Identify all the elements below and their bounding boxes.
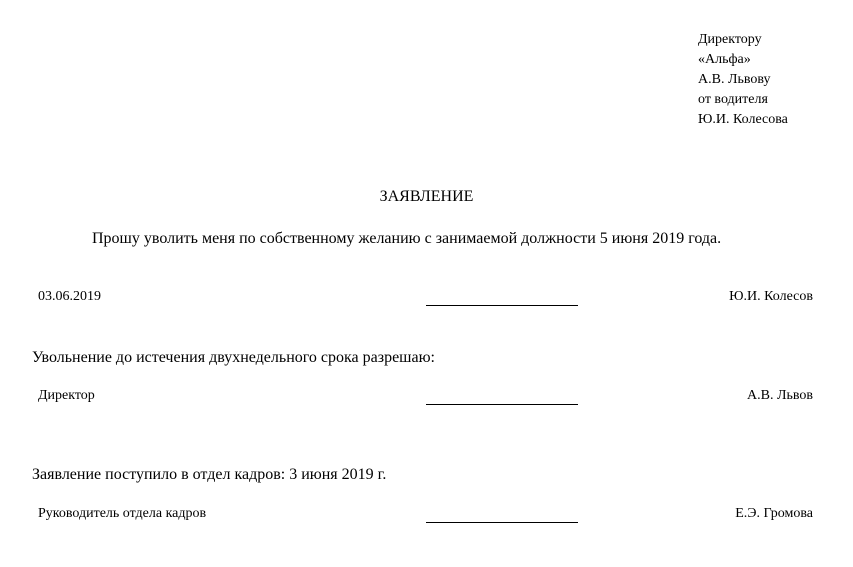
document-title: ЗАЯВЛЕНИЕ <box>379 188 474 205</box>
director-name: А.В. Львов <box>747 388 813 403</box>
hr-head-name: Е.Э. Громова <box>735 506 813 521</box>
addressee-block <box>698 30 788 130</box>
hr-head-position: Руководитель отдела кадров <box>38 506 207 521</box>
addressee-line-2: «Альфа» <box>698 52 751 67</box>
approval-text: Увольнение до истечения двухнедельного срока разрешаю: <box>32 349 435 366</box>
addressee-line-5: Ю.И. Колесова <box>698 112 788 127</box>
addressee-line-4: от водителя <box>698 92 768 107</box>
addressee-line-1: Директору <box>698 32 762 47</box>
hr-head-signature-line <box>426 522 578 523</box>
director-signature-line <box>426 404 578 405</box>
application-date: 03.06.2019 <box>38 289 101 304</box>
hr-received-text: Заявление поступило в отдел кадров: 3 июня 2019 г. <box>32 466 387 483</box>
applicant-signature-line <box>426 305 578 306</box>
addressee-line-3: А.В. Львову <box>698 72 771 87</box>
director-position: Директор <box>38 388 95 403</box>
applicant-name: Ю.И. Колесов <box>729 289 813 304</box>
request-text: Прошу уволить меня по собственному желанию с занимаемой должности 5 июня 2019 года. <box>92 230 722 247</box>
